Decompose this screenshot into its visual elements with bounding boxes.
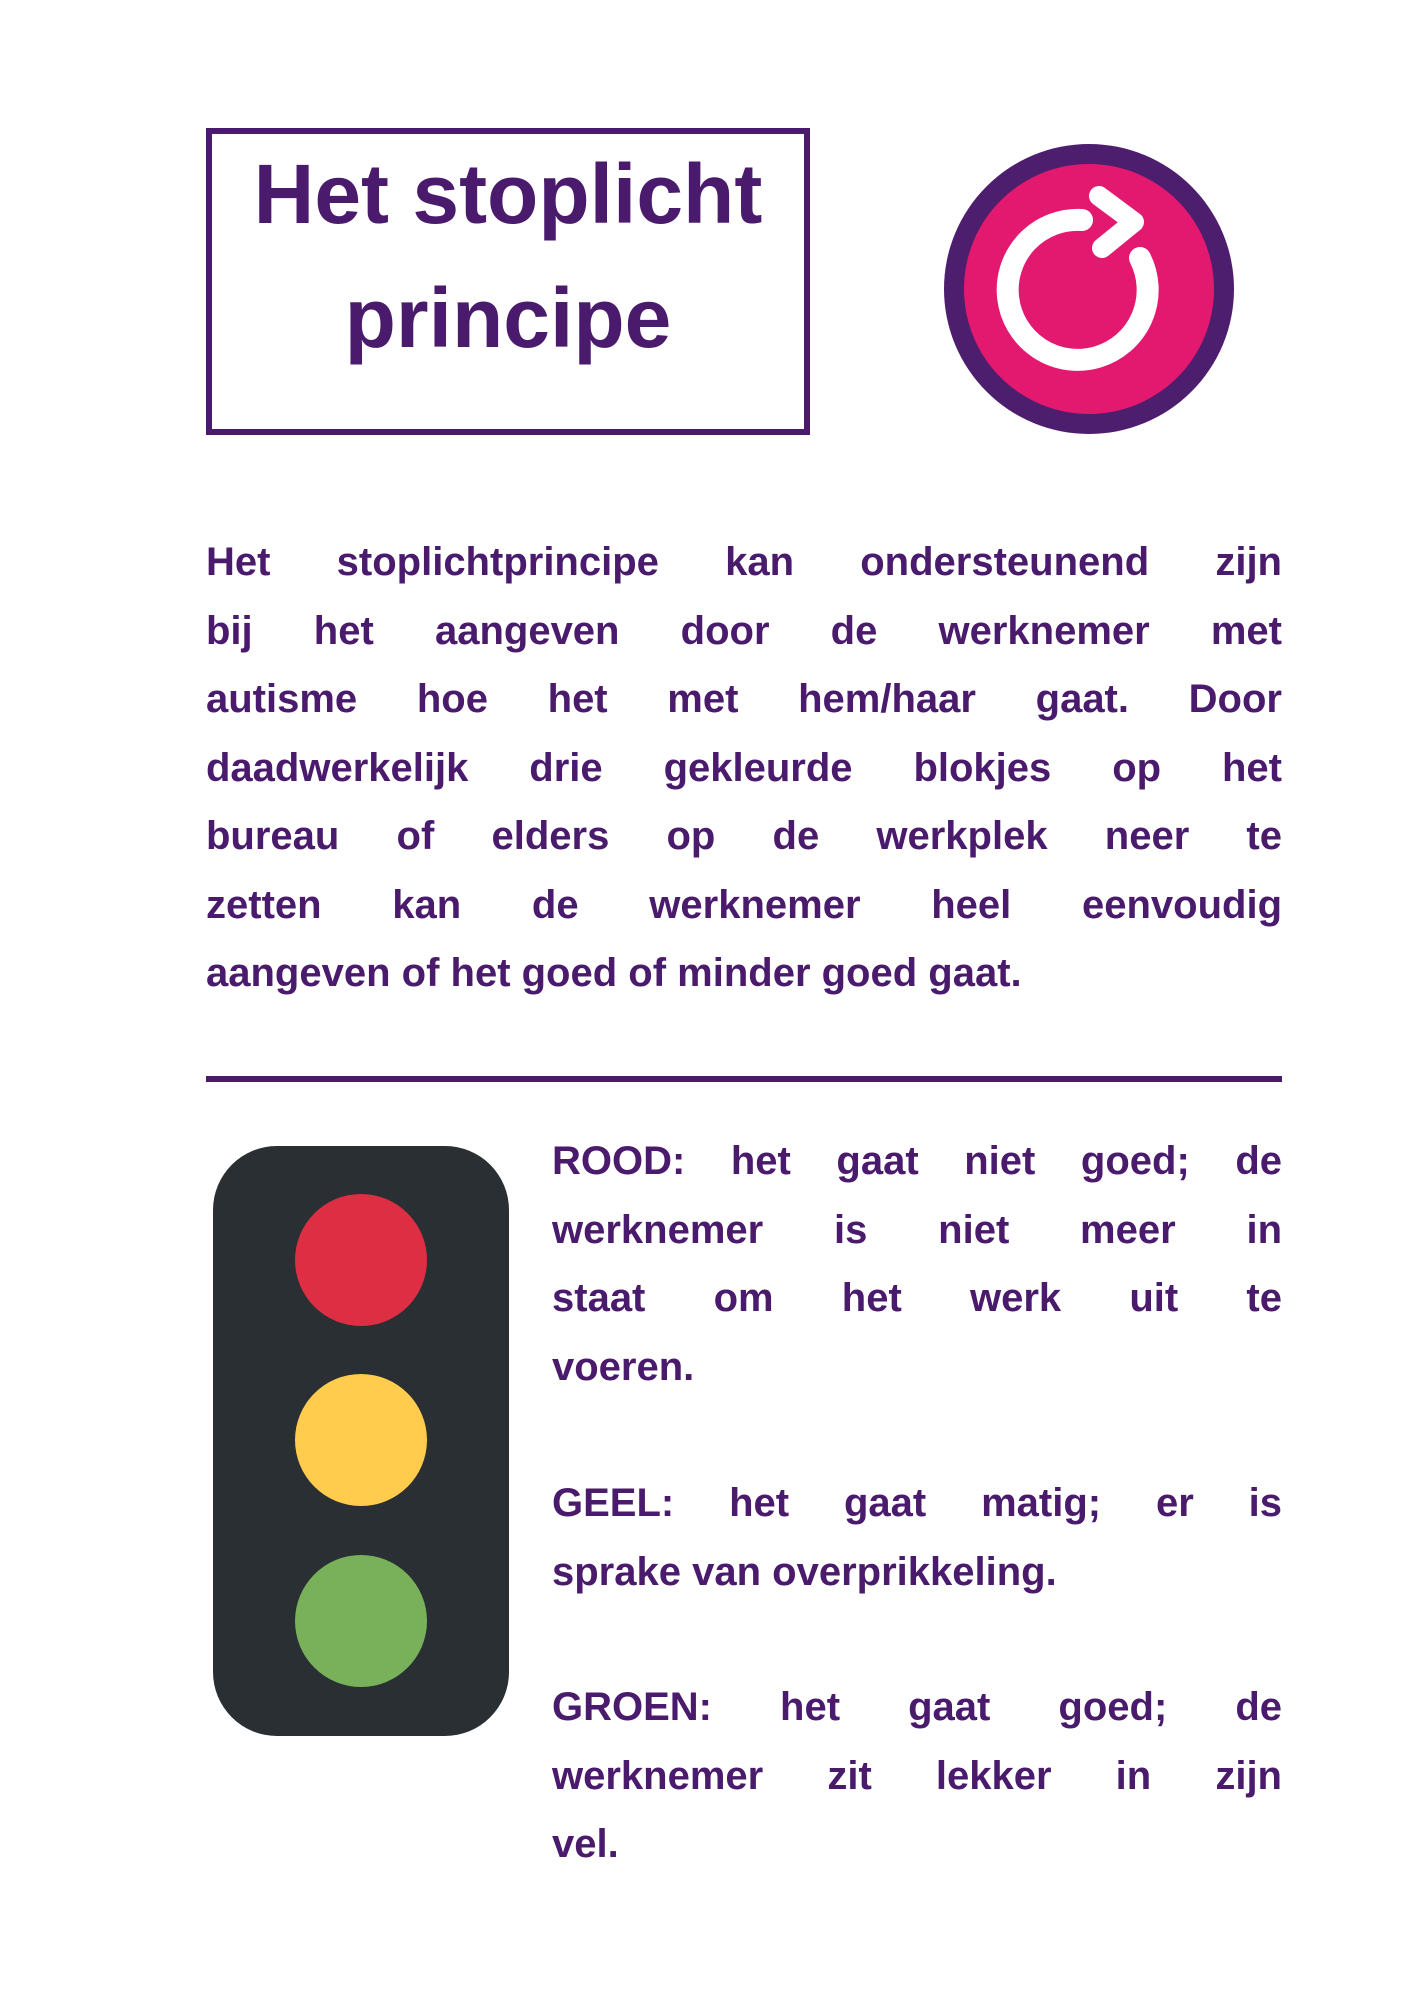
intro-line: Het stoplichtprincipe kan ondersteunend zijn (206, 540, 1282, 584)
intro-line: bureau of elders op de werkplek neer te (206, 814, 1282, 858)
legend-red (552, 1127, 1282, 1401)
legend-yellow (552, 1469, 1282, 1606)
intro-paragraph (206, 528, 1282, 1008)
legend-green (552, 1673, 1282, 1879)
refresh-arrow-icon (944, 144, 1234, 434)
legend-line: staat om het werk uit te (552, 1276, 1282, 1320)
legend-line: vel. (552, 1822, 619, 1866)
legend-line: GEEL: het gaat matig; er is (552, 1481, 1282, 1525)
title-box (206, 128, 810, 435)
legend-line: GROEN: het gaat goed; de (552, 1685, 1282, 1729)
legend-line: werknemer zit lekker in zijn (552, 1753, 1282, 1798)
divider (206, 1076, 1282, 1082)
intro-line: autisme hoe het met hem/haar gaat. Door (206, 677, 1282, 721)
intro-line: bij het aangeven door de werknemer met (206, 608, 1282, 653)
legend-line: ROOD: het gaat niet goed; de (552, 1139, 1282, 1183)
intro-line: daadwerkelijk drie gekleurde blokjes op het (206, 745, 1282, 790)
page-title-line-1: Het stoplicht (253, 147, 763, 241)
green-light (295, 1555, 427, 1687)
red-light (295, 1194, 427, 1326)
yellow-light (295, 1374, 427, 1506)
legend-line: voeren. (552, 1344, 695, 1389)
intro-line: aangeven of het goed of minder goed gaat. (206, 951, 1022, 995)
legend-line: sprake van overprikkeling. (552, 1549, 1057, 1594)
intro-line: zetten kan de werknemer heel eenvoudig (206, 882, 1282, 927)
legend-line: werknemer is niet meer in (552, 1207, 1282, 1252)
traffic-light-icon (213, 1146, 509, 1736)
page-title-line-2: principe (344, 271, 672, 365)
